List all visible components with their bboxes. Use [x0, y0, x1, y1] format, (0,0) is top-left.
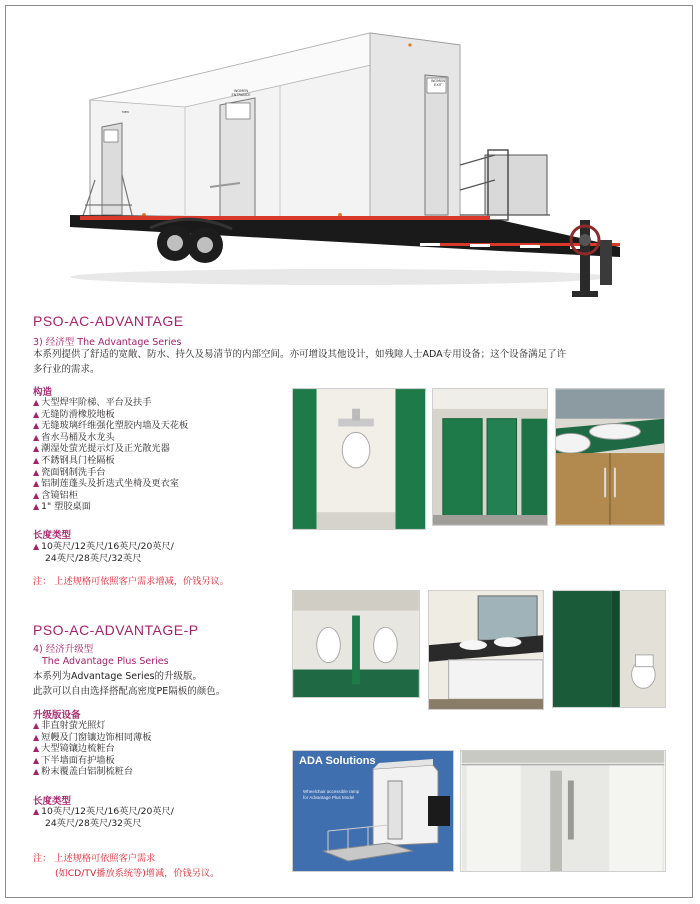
triangle-bullet-icon: ▲ — [33, 755, 40, 765]
triangle-bullet-icon: ▲ — [33, 409, 40, 419]
triangle-bullet-icon: ▲ — [33, 721, 40, 730]
section1-subtitle — [33, 334, 181, 348]
shower-photo — [460, 750, 666, 872]
section2-subtitle-en: The Advantage Plus Series — [42, 656, 169, 667]
triangle-bullet-icon: ▲ — [33, 542, 40, 551]
feature-item: ▲ 无缝玻璃纤维强化塑胶内墙及天花板 — [33, 420, 189, 432]
section2-intro-line1: 本系列为Advantage Series的升级版。 — [33, 671, 202, 682]
triangle-bullet-icon: ▲ — [33, 421, 40, 431]
feature-item: ▲ 含镜铝柜 — [33, 489, 78, 501]
feature-item: ▲ 不銹钢具门栓隔板 — [33, 454, 115, 466]
door-sign-women-entrance: WOMEN ENTRANCE — [231, 89, 251, 97]
triangle-bullet-icon: ▲ — [33, 455, 40, 465]
length-item: 24英尺/28英尺/32英尺 — [45, 552, 142, 564]
ada-caption: Wheelchair accessible ramp for Advantage Plus Model — [303, 789, 360, 800]
section1-length-heading: 长度类型 — [33, 530, 72, 541]
section2-length-list — [33, 806, 174, 829]
length-item: ▲ 10英尺/12英尺/16英尺/20英尺/ — [33, 806, 174, 817]
trailer-image — [40, 15, 640, 315]
triangle-bullet-icon: ▲ — [33, 398, 40, 407]
feature-item: ▲ 省水马桶及水龙头 — [33, 431, 115, 443]
triangle-bullet-icon: ▲ — [33, 490, 40, 500]
section2-note — [33, 851, 219, 881]
section2-note-line2: (如CD/TV播放系统等)增减，价钱另议。 — [55, 868, 220, 879]
feature-item: ▲ 非直射萤光照灯 — [33, 720, 106, 731]
section1-intro — [33, 347, 673, 377]
ada-solutions-photo — [292, 750, 454, 872]
triangle-bullet-icon: ▲ — [33, 744, 40, 754]
urinal-photo — [292, 388, 426, 530]
door-sign-men: MEN — [122, 110, 129, 114]
section1-features-heading: 构造 — [33, 387, 53, 398]
section1-intro-line1: 本系列提供了舒适的宽敞、防水、持久及易清节的内部空间。亦可增设其他设计，如残障人士ADA专用设备；这个设备满足了许 — [33, 349, 567, 360]
triangle-bullet-icon: ▲ — [33, 502, 40, 512]
triangle-bullet-icon: ▲ — [33, 767, 40, 777]
feature-item: ▲ 粉末覆盖白铝制梳粧台 — [33, 766, 134, 778]
partition-photo — [432, 388, 548, 526]
section1-intro-line2: 多行业的需求。 — [33, 364, 100, 375]
section2-intro-line2: 此款可以自由选择搭配高密度PE隔板的颜色。 — [33, 686, 226, 697]
section1-subtitle-num: 3) 经济型 — [33, 337, 78, 348]
section2-length-heading: 长度类型 — [33, 796, 72, 807]
vanity-photo — [428, 590, 544, 710]
section1-length-list — [33, 541, 174, 564]
triangle-bullet-icon: ▲ — [33, 807, 40, 816]
feature-item: ▲ 铝制莲蓬头及折迭式坐椅及更衣室 — [33, 478, 179, 490]
feature-item: ▲ 大型焊牢阶梯、平台及扶手 — [33, 397, 152, 408]
door-sign-women-exit: WOMEN EXIT — [430, 79, 446, 87]
length-item: 24英尺/28英尺/32英尺 — [45, 817, 142, 829]
feature-item: ▲ 下半墙面有护墙板 — [33, 754, 115, 766]
triangle-bullet-icon: ▲ — [33, 444, 40, 454]
feature-item: ▲ 潮湿处萤光提示灯及正光散光器 — [33, 443, 170, 455]
triangle-bullet-icon: ▲ — [33, 732, 40, 742]
section2-intro — [33, 669, 283, 699]
length-item: ▲ 10英尺/12英尺/16英尺/20英尺/ — [33, 541, 174, 552]
feature-item: ▲ 瓷面钢制洗手台 — [33, 466, 106, 478]
section1-note: 注： 上述规格可依照客户需求增减，价钱另议。 — [33, 576, 229, 587]
ada-title: ADA Solutions — [299, 755, 376, 767]
triangle-bullet-icon: ▲ — [33, 479, 40, 489]
triangle-bullet-icon: ▲ — [33, 467, 40, 477]
toilet-stall-photo — [552, 590, 666, 708]
sink-photo — [555, 388, 665, 526]
section2-features-heading: 升级版设备 — [33, 710, 81, 721]
section2-title: PSO-AC-ADVANTAGE-P — [33, 622, 199, 638]
section2-note-line1: 注： 上述规格可依照客户需求 — [33, 853, 156, 864]
section2-feature-list — [33, 720, 151, 778]
section1-feature-list — [33, 397, 188, 513]
section1-subtitle-en: The Advantage Series — [77, 337, 182, 348]
section1-title: PSO-AC-ADVANTAGE — [33, 313, 184, 329]
triangle-bullet-icon: ▲ — [33, 432, 40, 442]
section2-subtitle-num: 4) 经济升级型 — [33, 644, 94, 655]
feature-item: ▲ 大型镜镶边梳粧台 — [33, 743, 115, 755]
feature-item: ▲ 无缝防滑橡胶地板 — [33, 408, 115, 420]
feature-item: ▲ 短幔及门窗镶边饰相同薄板 — [33, 731, 152, 743]
feature-item: ▲ 1" 塑胶桌面 — [33, 501, 91, 513]
urinals-photo — [292, 590, 420, 698]
